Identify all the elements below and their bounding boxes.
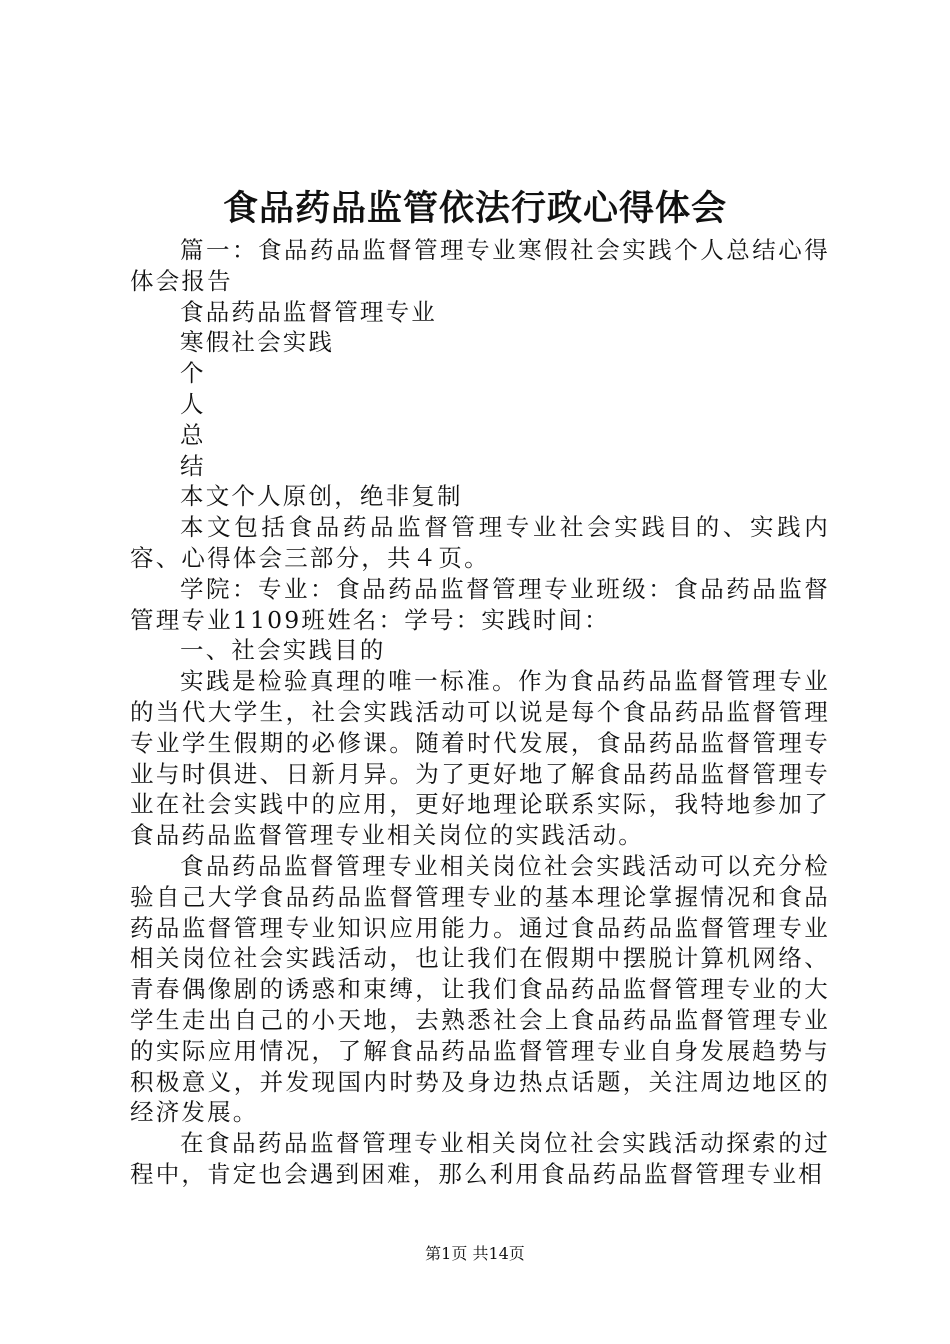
- paragraph: 本文个人原创，绝非复制: [180, 482, 463, 511]
- paragraph: 学院：专业：食品药品监督管理专业班级：食品药品监督管理专业1109班姓名：学号：实践时间：: [130, 574, 830, 634]
- paragraph: 寒假社会实践: [180, 328, 335, 357]
- section-heading: 一、社会实践目的: [180, 636, 386, 665]
- paragraph: 食品药品监督管理专业相关岗位社会实践活动可以充分检验自己大学食品药品监督管理专业的基本理论掌握情况和食品药品监督管理专业知识应用能力。通过食品药品监督管理专业相关岗位社会实践活动，也让我们在假期中摆脱计算机网络、青春偶像剧的诱惑和束缚，让我们食品药品监督管理专业的大学生走出自己的小天地，去熟悉社会上食品药品监督管理专业的实际应用情况，了解食品药品监督管理专业自身发展趋势与积极意义，并发现国内时势及身边热点话题，关注周边地区的经济发展。: [130, 851, 830, 1127]
- paragraph: 结: [180, 451, 206, 480]
- paragraph: 实践是检验真理的唯一标准。作为食品药品监督管理专业的当代大学生，社会实践活动可以说是每个食品药品监督管理专业学生假期的必修课。随着时代发展，食品药品监督管理专业与时俱进、日新月异。为了更好地了解食品药品监督管理专业在社会实践中的应用，更好地理论联系实际，我特地参加了食品药品监督管理专业相关岗位的实践活动。: [130, 667, 830, 850]
- paragraph: 本文包括食品药品监督管理专业社会实践目的、实践内容、心得体会三部分，共４页。: [130, 513, 830, 572]
- document-body: [130, 235, 830, 1190]
- paragraph: 总: [180, 420, 206, 449]
- paragraph: 篇一：食品药品监督管理专业寒假社会实践个人总结心得体会报告: [130, 236, 830, 295]
- document-title: 食品药品监管依法行政心得体会: [222, 188, 727, 229]
- paragraph: 在食品药品监督管理专业相关岗位社会实践活动探索的过程中，肯定也会遇到困难，那么利用食品药品监督管理专业相: [130, 1129, 830, 1188]
- page-footer: 第1页 共14页: [425, 1244, 525, 1263]
- paragraph: 人: [180, 389, 206, 418]
- paragraph: 个: [180, 359, 206, 388]
- paragraph: 食品药品监督管理专业: [180, 297, 437, 326]
